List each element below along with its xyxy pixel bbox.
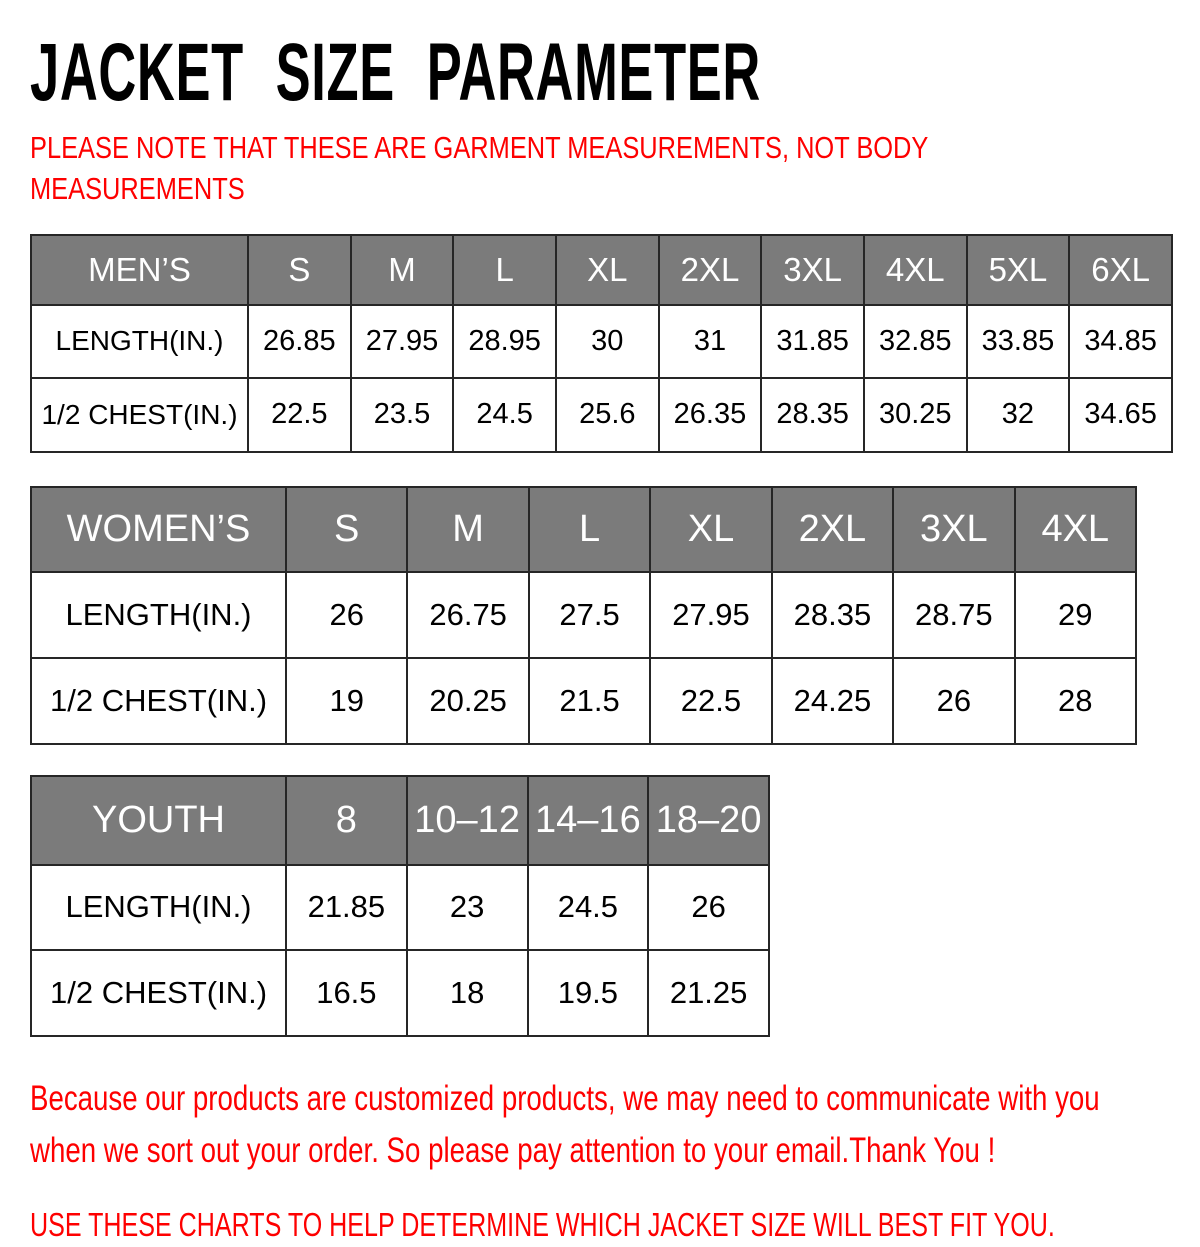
- value-cell: 28: [1015, 658, 1136, 744]
- fit-advice-note: USE THESE CHARTS TO HELP DETERMINE WHICH JACKET SIZE WILL BEST FIT YOU.: [30, 1205, 1055, 1243]
- size-header-cell: 10–12: [407, 776, 528, 865]
- value-cell: 28.35: [772, 572, 893, 658]
- size-table: [30, 486, 1137, 745]
- size-header-cell: 4XL: [1015, 487, 1136, 572]
- value-cell: 26.35: [659, 378, 762, 452]
- size-header-cell: 18–20: [648, 776, 769, 865]
- value-cell: 21.85: [286, 865, 407, 950]
- value-cell: 28.75: [893, 572, 1014, 658]
- value-cell: 30: [556, 305, 659, 378]
- value-cell: 33.85: [967, 305, 1070, 378]
- size-header-cell: 6XL: [1069, 235, 1172, 305]
- size-header-cell: 2XL: [659, 235, 762, 305]
- garment-measurement-note-line2: MEASUREMENTS: [30, 170, 245, 206]
- row-label-cell: LENGTH(IN.): [31, 572, 286, 658]
- value-cell: 34.85: [1069, 305, 1172, 378]
- value-cell: 21.25: [648, 950, 769, 1036]
- customization-note-line1: Because our products are customized products, we may need to communicate with you: [30, 1078, 1100, 1118]
- value-cell: 26: [648, 865, 769, 950]
- value-cell: 31.85: [761, 305, 864, 378]
- size-table: [30, 775, 770, 1037]
- value-cell: 20.25: [407, 658, 528, 744]
- mens-size-table: [30, 234, 1175, 453]
- size-header-cell: S: [286, 487, 407, 572]
- row-label-cell: 1/2 CHEST(IN.): [31, 378, 248, 452]
- value-cell: 21.5: [529, 658, 650, 744]
- value-cell: 19.5: [528, 950, 649, 1036]
- size-header-cell: XL: [650, 487, 771, 572]
- page-title: JACKET SIZE PARAMETER: [30, 27, 761, 118]
- value-cell: 28.35: [761, 378, 864, 452]
- garment-measurement-note-line1: PLEASE NOTE THAT THESE ARE GARMENT MEASUREMENTS, NOT BODY: [30, 130, 929, 165]
- value-cell: 23.5: [351, 378, 454, 452]
- size-header-cell: 2XL: [772, 487, 893, 572]
- value-cell: 24.5: [453, 378, 556, 452]
- table-name-cell: YOUTH: [31, 776, 286, 865]
- size-header-cell: L: [529, 487, 650, 572]
- value-cell: 26.85: [248, 305, 351, 378]
- youth-size-table: [30, 775, 1175, 1037]
- size-header-cell: M: [407, 487, 528, 572]
- value-cell: 32.85: [864, 305, 967, 378]
- size-header-cell: 8: [286, 776, 407, 865]
- value-cell: 24.5: [528, 865, 649, 950]
- table-name-cell: MEN’S: [31, 235, 248, 305]
- garment-measurement-note: [30, 128, 969, 210]
- value-cell: 22.5: [650, 658, 771, 744]
- value-cell: 34.65: [1069, 378, 1172, 452]
- value-cell: 18: [407, 950, 528, 1036]
- value-cell: 31: [659, 305, 762, 378]
- row-label-cell: 1/2 CHEST(IN.): [31, 950, 286, 1036]
- value-cell: 28.95: [453, 305, 556, 378]
- row-label-cell: LENGTH(IN.): [31, 305, 248, 378]
- table-name-cell: WOMEN’S: [31, 487, 286, 572]
- value-cell: 26.75: [407, 572, 528, 658]
- size-header-cell: 3XL: [761, 235, 864, 305]
- size-table: [30, 234, 1173, 453]
- size-header-cell: 14–16: [528, 776, 649, 865]
- value-cell: 27.5: [529, 572, 650, 658]
- size-header-cell: M: [351, 235, 454, 305]
- size-header-cell: 3XL: [893, 487, 1014, 572]
- value-cell: 27.95: [351, 305, 454, 378]
- value-cell: 26: [893, 658, 1014, 744]
- size-header-cell: XL: [556, 235, 659, 305]
- value-cell: 27.95: [650, 572, 771, 658]
- value-cell: 22.5: [248, 378, 351, 452]
- value-cell: 23: [407, 865, 528, 950]
- size-header-cell: 5XL: [967, 235, 1070, 305]
- womens-size-table: [30, 486, 1175, 745]
- value-cell: 24.25: [772, 658, 893, 744]
- customization-note: [30, 1073, 1100, 1178]
- value-cell: 19: [286, 658, 407, 744]
- row-label-cell: LENGTH(IN.): [31, 865, 286, 950]
- value-cell: 16.5: [286, 950, 407, 1036]
- value-cell: 29: [1015, 572, 1136, 658]
- customization-note-line2: when we sort out your order. So please pay attention to your email.Thank You !: [30, 1131, 996, 1171]
- size-header-cell: L: [453, 235, 556, 305]
- value-cell: 32: [967, 378, 1070, 452]
- row-label-cell: 1/2 CHEST(IN.): [31, 658, 286, 744]
- value-cell: 26: [286, 572, 407, 658]
- value-cell: 25.6: [556, 378, 659, 452]
- size-header-cell: S: [248, 235, 351, 305]
- value-cell: 30.25: [864, 378, 967, 452]
- size-header-cell: 4XL: [864, 235, 967, 305]
